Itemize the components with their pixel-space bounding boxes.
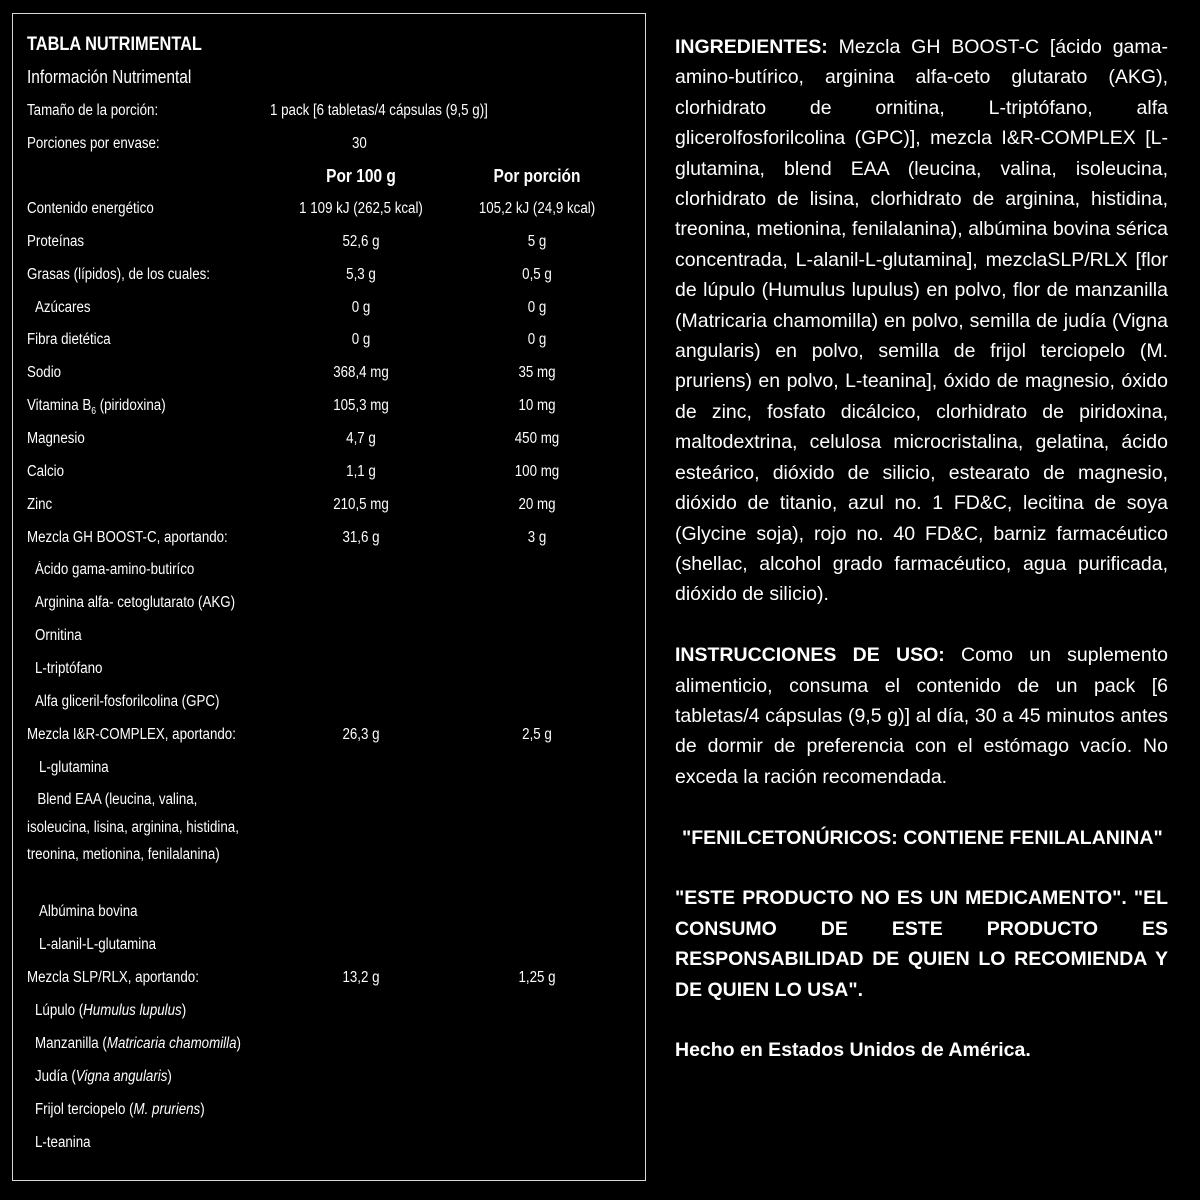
value-per-serving: 100 mg [514,463,560,480]
value-per-serving: 2,5 g [522,726,552,743]
value-per-serving: 450 mg [514,430,560,447]
value-per-serving: 1,25 g [518,969,556,986]
row-label: Vitamina $B_6$ (piridoxina) [27,397,166,418]
row-label: Magnesio [27,430,85,447]
row-label: Alfa gliceril-fosforilcolina (GPC) [35,693,220,710]
value-per-100g: 5,3 g [346,266,376,283]
label-text-column [675,32,1168,1096]
value-per-100g: 26,3 g [342,726,380,743]
ingredients-text: Mezcla GH BOOST-C [ácido gama-amino-butírico, arginina alfa-ceto glutarato (AKG), clorhidrato de ornitina, L-triptófano, alfa glicerolfosforilcolina (GPC)], mezcla I&R-COMPLEX [L-glutamina, blend EAA (leucina, valina, isoleucina, clorhidrato de lisina, clorhidrato de arginina, histidina, treonina, metionina, fenilalanina), albúmina bovina sérica concentrada, L-alanil-L-glutamina], mezclaSLP/RLX [flor de lúpulo (Humulus lupulus) en polvo, flor de manzanilla (Matricaria chamomilla) en polvo, semilla de judía (Vigna angularis) en polvo, semilla de frijol terciopelo (M. pruriens) en polvo, L-teanina], óxido de magnesio, óxido de zinc, fosfato dicálcico, clorhidrato de piridoxina, maltodextrina, celulosa microcristalina, gelatina, ácido esteárico, dióxido de silicio, estearato de magnesio, dióxido de titanio, azul no. 1 FD&C, lecitina de soya (Glycine soja), rojo no. 40 FD&C, barniz farmacéutico (shellac, alcohol grado farmacéutico, agua purificada, dióxido de silicio). [675,36,1168,606]
row-label: Judía (Vigna angularis) [35,1068,172,1085]
value-per-100g: 1,1 g [346,463,376,480]
row-label: L-teanina [35,1134,91,1151]
row-label: Arginina alfa- cetoglutarato (AKG) [35,594,236,611]
serving-size-value: 1 pack [6 tabletas/4 cápsulas (9,5 g)] [270,102,488,119]
servings-per-container-label: Porciones por envase: [27,135,160,152]
ingredients-heading: INGREDIENTES: [675,36,828,58]
row-label: L-glutamina [39,759,109,776]
origin-text: Hecho en Estados Unidos de América. [675,1039,1031,1062]
value-per-serving: 0,5 g [522,266,552,283]
value-per-serving: 0 g [527,299,547,316]
scientific-name: Humulus lupulus [83,1002,182,1019]
value-per-serving: 105,2 kJ (24,9 kcal) [478,200,596,217]
table-subtitle: Información Nutrimental [27,67,192,87]
row-label: Mezcla I&R-COMPLEX, aportando: [27,726,236,743]
value-per-100g: 4,7 g [346,430,376,447]
row-label: Azúcares [35,299,91,316]
row-label: Manzanilla (Matricaria chamomilla) [35,1035,241,1052]
value-per-100g: 13,2 g [342,969,380,986]
row-label: Contenido energético [27,200,154,217]
value-per-100g: 0 g [351,331,371,348]
value-per-serving: 0 g [527,331,547,348]
origin-statement [675,1035,1168,1065]
value-per-serving: 3 g [527,529,547,546]
row-label: Mezcla SLP/RLX, aportando: [27,969,199,986]
instructions-paragraph [675,640,1168,792]
ingredients-paragraph [675,32,1168,610]
medicine-warning [675,883,1168,1005]
row-label: Ornitina [35,627,82,644]
row-label: Fibra dietética [27,331,111,348]
column-header-per-100g: Por 100 g [326,166,396,186]
row-label: Mezcla GH BOOST-C, aportando: [27,529,228,546]
row-label: Sodio [27,364,62,381]
row-label: Blend EAA (leucina, valina, isoleucina, lisina, arginina, histidina, treonina, metionina, fenilalanina) [27,791,239,863]
instructions-text: Como un suplemento alimenticio, consuma el contenido de un pack [6 tabletas/4 cápsulas (9,5 g)] al día, 30 a 45 minutos antes de dormir de preferencia con el estómago vacío. No exceda la ración recomendada. [675,644,1168,788]
value-per-100g: 105,3 mg [333,397,389,414]
row-label: Proteínas [27,233,85,250]
row-label: Albúmina bovina [39,903,138,920]
scientific-name: Matricaria chamomilla [106,1035,237,1052]
scientific-name: M. pruriens [133,1101,201,1118]
value-per-serving: 35 mg [518,364,556,381]
value-per-serving: 5 g [527,233,547,250]
value-per-100g: 368,4 mg [333,364,389,381]
subscript: 6 [91,406,97,418]
serving-size-label: Tamaño de la porción: [27,102,159,119]
row-label: Grasas (lípidos), de los cuales: [27,266,211,283]
value-per-serving: 20 mg [518,496,556,513]
table-title: TABLA NUTRIMENTAL [27,34,202,55]
value-per-100g: 52,6 g [342,233,380,250]
pku-warning [675,823,1168,853]
servings-per-container-value: 30 [352,135,367,152]
value-per-100g: 210,5 mg [333,496,389,513]
scientific-name: Vigna angularis [75,1068,168,1085]
value-per-100g: 31,6 g [342,529,380,546]
row-label: Frijol terciopelo (M. pruriens) [35,1101,205,1118]
column-header-per-serving: Por porción [493,166,581,186]
row-label: Ácido gama-amino-butiríco [35,561,195,578]
pku-warning-text: "FENILCETONÚRICOS: CONTIENE FENILALANINA" [682,826,1163,849]
row-label: Lúpulo (Humulus lupulus) [35,1002,187,1019]
instructions-heading: INSTRUCCIONES DE USO: [675,644,945,667]
row-label: Zinc [27,496,53,513]
row-label: L-alanil-L-glutamina [39,936,157,953]
row-label: L-triptófano [35,660,103,677]
medicine-warning-text: "ESTE PRODUCTO NO ES UN MEDICAMENTO". "EL CONSUMO DE ESTE PRODUCTO ES RESPONSABILIDAD DE QUIEN LO RECOMIENDA Y DE QUIEN LO USA". [675,887,1168,1001]
value-per-serving: 10 mg [518,397,556,414]
value-per-100g: 0 g [351,299,371,316]
value-per-100g: 1 109 kJ (262,5 kcal) [299,200,423,217]
row-label: Calcio [27,463,65,480]
